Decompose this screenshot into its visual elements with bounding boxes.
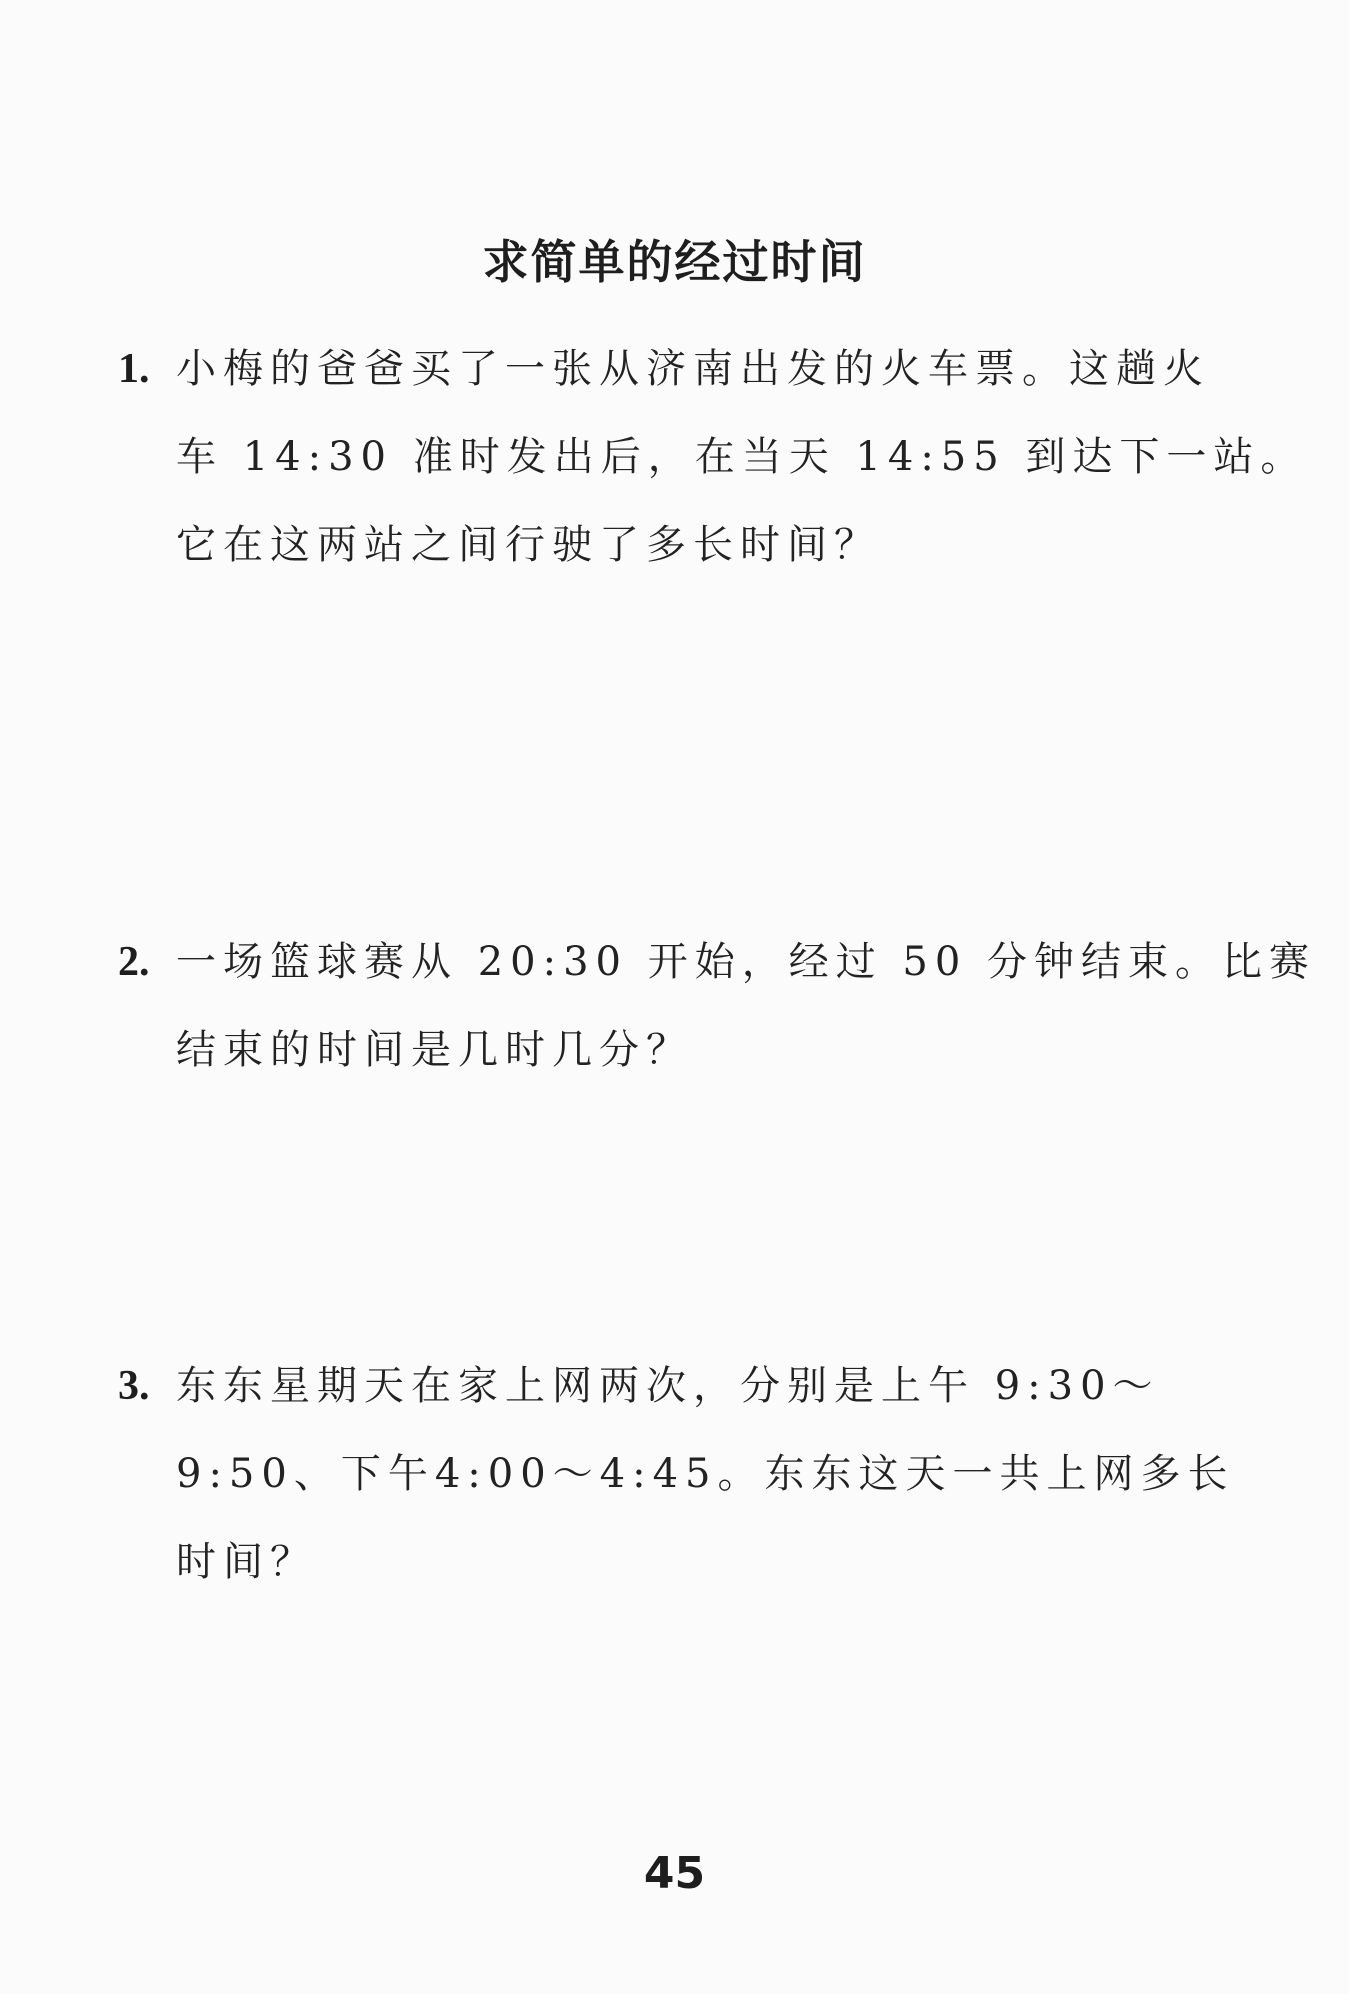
- problem-number: 3.: [118, 1363, 150, 1409]
- problem-line: 东东星期天在家上网两次，分别是上午 9:30～: [176, 1363, 1160, 1409]
- problem-line: 小梅的爸爸买了一张从济南出发的火车票。这趟火: [176, 346, 1210, 392]
- problem-text: [176, 918, 1317, 1094]
- problem-number: 2.: [118, 939, 150, 985]
- problem-number: 1.: [118, 346, 150, 392]
- problem-text: [176, 1342, 1246, 1606]
- page-title: 求简单的经过时间: [482, 235, 867, 289]
- problem-line: 它在这两站之间行驶了多长时间？: [176, 522, 881, 568]
- problem-line: 结束的时间是几时几分？: [176, 1027, 693, 1073]
- problem-text: [176, 325, 1308, 589]
- problem-line: 时间？: [176, 1539, 317, 1585]
- page-number: 45: [643, 1848, 706, 1899]
- problem-line: 9:50、下午4:00～4:45。东东这天一共上网多长: [176, 1451, 1235, 1497]
- problem-line: 车 14:30 准时发出后，在当天 14:55 到达下一站。: [176, 434, 1308, 480]
- problem-line: 一场篮球赛从 20:30 开始，经过 50 分钟结束。比赛: [176, 939, 1317, 985]
